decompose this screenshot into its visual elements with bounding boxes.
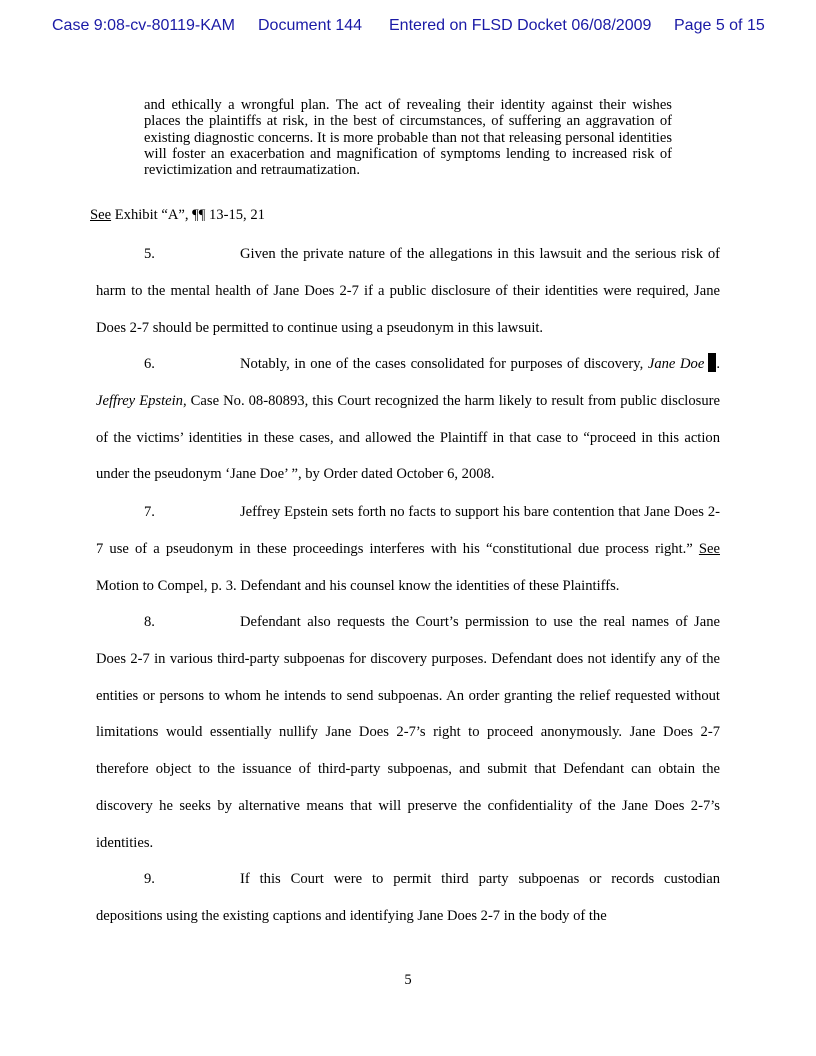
citation-text: Exhibit “A”, ¶¶ 13-15, 21 [111,207,265,223]
paragraph-5 [96,236,720,346]
paragraph-number: 8. [144,614,155,630]
paragraph-text: Given the private nature of the allegations in this lawsuit and the serious risk of harm to the mental health of Jane Does 2-7 if a public disclosure of their identities were required, Jane Does 2-7 should be permitted to continue using a pseudonym in this lawsuit. [96,246,720,336]
case-party-name: Jeffrey Epstein [96,392,183,409]
paragraph-text: Jeffrey Epstein sets forth no facts to support his bare contention that Jane Does 2-7 use of a pseudonym in these proceedings interferes with his “constitutional due process right.” [96,504,720,557]
case-party-name: Jane Doe [647,356,705,372]
paragraph-number: 7. [144,504,155,520]
page-of-total: Page 5 of 15 [674,17,765,34]
document-number: Document 144 [258,17,363,34]
paragraph-text: Defendant also requests the Court’s permission to use the real names of Jane Does 2-7 in various third-party subpoenas for discovery purposes. Defendant does not identify any of the entities or persons to whom he intends to send subpoenas. An order granting the relief requested without limitations would essentially nullify Jane Does 2-7’s right to proceed anonymously. Jane Does 2-7 therefore object to the issuance of third-party subpoenas, and submit that Defendant can obtain the discovery he seeks by alternative means that will preserve the confidentiality of the Jane Does 2-7’s identities. [96,614,720,851]
paragraph-text: Notably, in one of the cases consolidated for purposes of discovery, [240,356,648,372]
paragraph-number: 9. [144,871,155,887]
see-signal: See [90,207,112,223]
docket-entry-date: Entered on FLSD Docket 06/08/2009 [389,17,652,34]
paragraph-text: Motion to Compel, p. 3. Defendant and his counsel know the identities of these Plaintiffs. [96,577,620,594]
paragraph-8 [96,604,720,862]
paragraph-number: 5. [144,246,155,262]
page-number: 5 [404,972,412,988]
paragraph-9 [96,861,720,935]
block-quote: and ethically a wrongful plan. The act of revealing their identity against their wishes places the plaintiffs at risk, in the best of circumstances, of suffering an aggravation of existing diagnostic concerns. It is more probable than not that releasing personal identities will foster an exacerbation and magnification of symptoms lending to increased risk of revictimization and retraumatization. [144,97,672,179]
paragraph-text: , Case No. 08-80893, this Court recognized the harm likely to result from public disclosure of the victims’ identities in these cases, and allowed the Plaintiff in that case to “proceed in this action under the pseudonym ‘Jane Doe’ ”, by Order dated October 6, 2008. [96,392,720,483]
paragraph-7 [96,494,720,604]
paragraph-text: If this Court were to permit third party subpoenas or records custodian depositions using the existing captions and identifying Jane Does 2-7 in the body of the [96,871,720,924]
see-signal: See [698,540,720,557]
exhibit-citation [90,207,265,224]
paragraph-number: 6. [144,356,155,372]
paragraph-6: 6. Notably, in one of the cases consolidated for purposes of discovery, Jane Doe . Jeffrey Epstein, Case No. 08-80893, this Court recognized the harm likely to result from public disclosure of the victims’ identities in these cases, and allowed the Plaintiff in that case to “proceed in this action under the pseudonym ‘Jane Doe’ ”, by Order dated October 6, 2008. [96,346,720,493]
case-number: Case 9:08-cv-80119-KAM [52,17,235,34]
